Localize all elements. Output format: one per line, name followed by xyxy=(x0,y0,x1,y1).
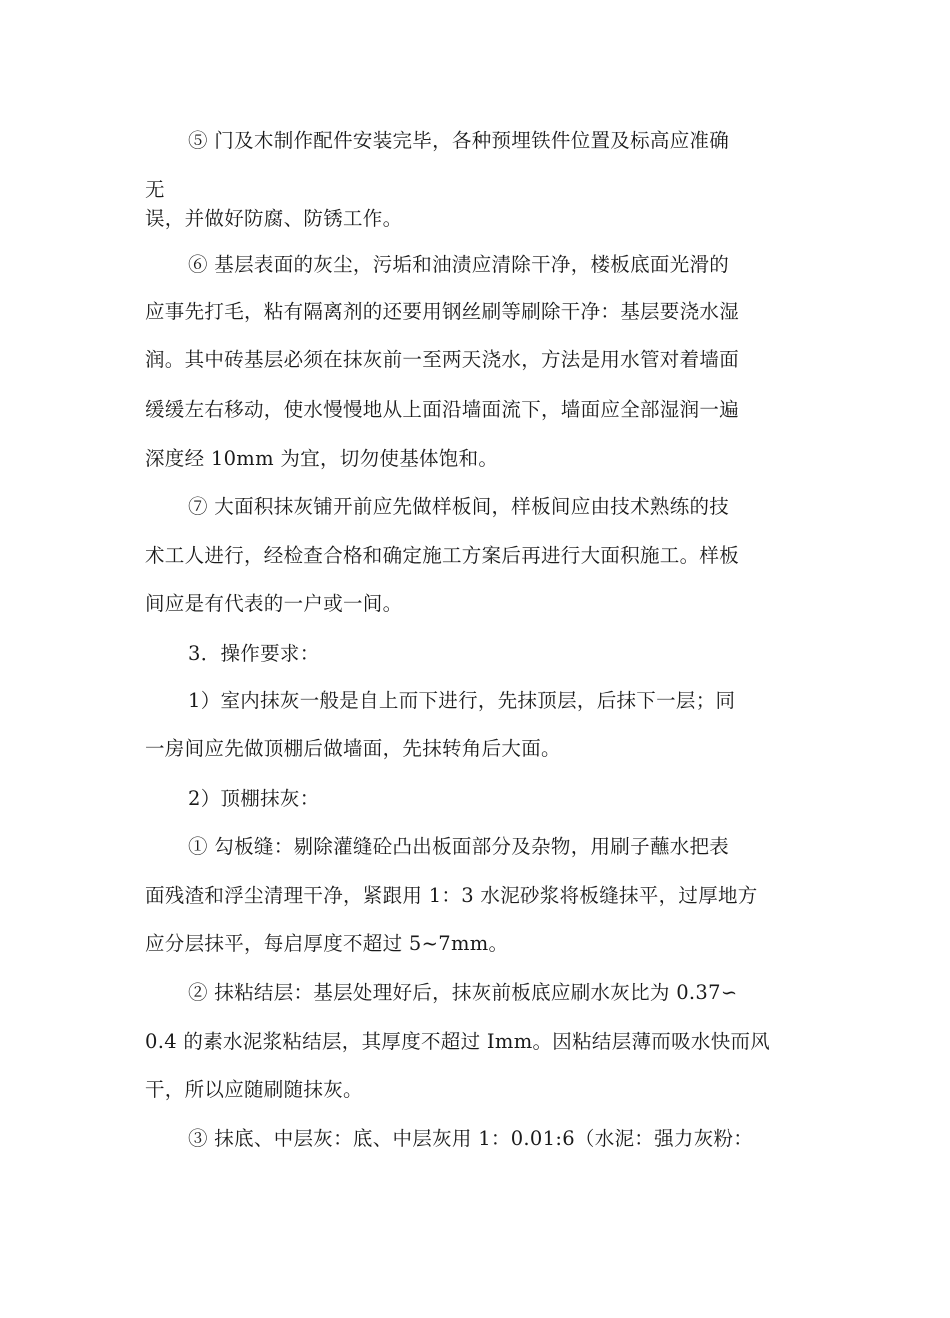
paragraph-7-line-2: 术工人进行，经检查合格和确定施工方案后再进行大面积施工。样板 xyxy=(145,544,740,567)
item-1-line-1: 1）室内抹灰一般是自上而下进行，先抹顶层，后抹下一层；同 xyxy=(188,689,736,712)
paragraph-6-line-5: 深度经 10mm 为宜，切勿使基体饱和。 xyxy=(145,447,499,470)
paragraph-5-line-1: ⑤ 门及木制作配件安装完毕，各种预埋铁件位置及标高应准确 xyxy=(188,129,730,152)
paragraph-6-line-4: 缓缓左右移动，使水慢慢地从上面沿墙面流下，墙面应全部湿润一遍 xyxy=(145,398,740,421)
step-1-line-3: 应分层抹平，每启厚度不超过 5~7mm。 xyxy=(145,932,509,955)
section-heading: 3．操作要求： xyxy=(188,642,320,665)
step-2-line-2: 0.4 的素水泥浆粘结层，其厚度不超过 Imm。因粘结层薄而吸水快而风 xyxy=(145,1030,771,1053)
paragraph-7-line-1: ⑦ 大面积抹灰铺开前应先做样板间，样板间应由技术熟练的技 xyxy=(188,495,730,518)
paragraph-7-line-3: 间应是有代表的一户或一间。 xyxy=(145,592,403,615)
paragraph-6-line-2: 应事先打毛，粘有隔离剂的还要用钢丝刷等刷除干净：基层要浇水湿 xyxy=(145,300,740,323)
paragraph-6-line-3: 润。其中砖基层必须在抹灰前一至两天浇水，方法是用水管对着墙面 xyxy=(145,348,740,371)
paragraph-6-line-1: ⑥ 基层表面的灰尘，污垢和油渍应清除干净，楼板底面光滑的 xyxy=(188,253,730,276)
paragraph-5-line-2: 无 xyxy=(145,178,165,201)
step-3-line-1: ③ 抹底、中层灰：底、中层灰用 1：0.01:6（水泥：强力灰粉： xyxy=(188,1127,754,1150)
step-1-line-1: ① 勾板缝：剔除灌缝砼凸出板面部分及杂物，用刷子蘸水把表 xyxy=(188,835,730,858)
item-1-line-2: 一房间应先做顶棚后做墙面，先抹转角后大面。 xyxy=(145,737,561,760)
paragraph-5-line-3: 误，并做好防腐、防锈工作。 xyxy=(145,207,403,230)
step-2-line-1: ② 抹粘结层：基层处理好后，抹灰前板底应刷水灰比为 0.37∽ xyxy=(188,981,738,1004)
step-1-line-2: 面残渣和浮尘清理干净，紧跟用 1：3 水泥砂浆将板缝抹平，过厚地方 xyxy=(145,884,758,907)
step-2-line-3: 干，所以应随刷随抹灰。 xyxy=(145,1078,363,1101)
item-2-heading: 2）顶棚抹灰： xyxy=(188,787,320,810)
